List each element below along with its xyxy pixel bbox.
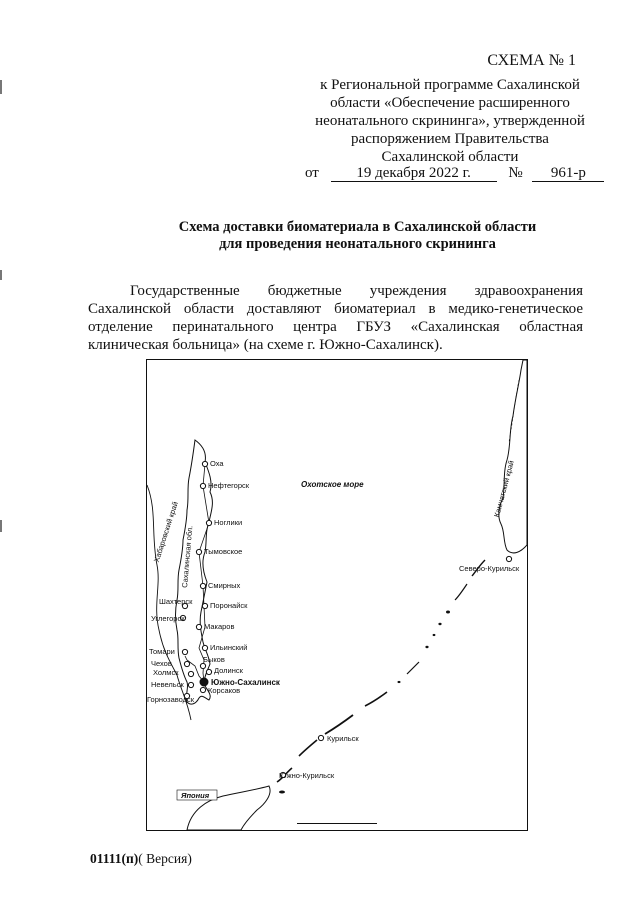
city-tymovskoe: Тымовское <box>204 547 243 556</box>
city-makarov: Макаров <box>204 622 235 631</box>
city-yuzhno-sakhalinsk: Южно-Сахалинск <box>211 678 280 687</box>
scan-mark <box>0 80 2 94</box>
footer-code: 01111(п) <box>90 851 139 866</box>
kamchatka-peninsula <box>499 360 527 553</box>
appendix-line: к Региональной программе Сахалинской <box>320 77 580 93</box>
city-ilyinsky: Ильинский <box>210 643 248 652</box>
city-bykov: Быков <box>203 655 225 664</box>
sea-label: Охотское море <box>301 480 364 489</box>
body-paragraph <box>88 282 583 354</box>
city-marker <box>188 671 193 676</box>
city-marker <box>202 603 207 608</box>
city-korsakov: Корсаков <box>208 686 241 695</box>
kuril-island <box>365 692 387 706</box>
kuril-island <box>407 662 419 674</box>
appendix-line: распоряжением Правительства <box>351 131 549 147</box>
city-poronaysk: Поронайск <box>210 601 248 610</box>
city-tomari: Томари <box>149 647 175 656</box>
city-marker <box>318 735 323 740</box>
city-marker <box>202 645 207 650</box>
khabarovsk-label: Хабаровский край <box>151 500 180 564</box>
kuril-island-iturup <box>325 715 353 734</box>
city-marker <box>188 682 193 687</box>
city-nogliki: Ноглики <box>214 518 243 527</box>
city-dolinsk: Долинск <box>214 666 243 675</box>
city-marker <box>184 661 189 666</box>
decree-date: 19 декабря 2022 г. <box>331 165 497 182</box>
city-marker <box>182 649 187 654</box>
footer-suffix: ( Версия) <box>138 851 192 866</box>
sakhalin-obl-label: Сахалинская обл. <box>180 525 195 589</box>
city-marker <box>200 483 205 488</box>
date-prefix: от <box>305 165 319 181</box>
city-marker <box>202 461 207 466</box>
city-neftegorsk: Нефтегорск <box>208 481 250 490</box>
city-kurilsk: Курильск <box>327 734 359 743</box>
kuril-island-shikotan <box>279 791 285 794</box>
city-okha: Оха <box>210 459 224 468</box>
appendix-title: СХЕМА № 1 <box>487 52 576 69</box>
scan-mark <box>0 520 2 532</box>
scan-mark <box>0 270 2 280</box>
kamchatka-label: Камчатский край <box>492 459 516 519</box>
kuril-island <box>446 611 450 614</box>
city-severo-kurilsk: Северо-Курильск <box>459 564 520 573</box>
appendix-line: области «Обеспечение расширенного <box>330 95 570 111</box>
appendix-line: Сахалинской области <box>381 149 519 165</box>
kuril-island <box>433 634 436 636</box>
city-marker <box>196 624 201 629</box>
map-svg <box>147 360 527 830</box>
heading-line: для проведения неонатального скрининга <box>219 236 496 252</box>
separator-line <box>297 823 377 824</box>
number-prefix: № <box>508 165 523 181</box>
appendix-block <box>300 52 600 166</box>
city-marker <box>506 556 511 561</box>
body-text: Государственные бюджетные учреждения здравоохранения Сахалинской области доставляют биоматериал в медико-генетическое отделение перинатального центра ГБУЗ «Сахалинская областная клиническая больница» (на схеме г. Южно-Сахалинск). <box>88 283 583 353</box>
city-marker <box>206 520 211 525</box>
document-heading <box>120 219 595 253</box>
city-yuzhno-kurilsk: Южно-Курильск <box>279 771 335 780</box>
city-uglegorsk: Углегорск <box>151 614 185 623</box>
city-smirnykh: Смирных <box>208 581 241 590</box>
city-marker <box>200 663 205 668</box>
heading-line: Схема доставки биоматериала в Сахалинской области <box>178 219 537 235</box>
city-chekhov: Чехов <box>151 659 172 668</box>
japan-label: Япония <box>181 791 210 800</box>
city-marker <box>206 669 211 674</box>
kuril-island <box>398 681 401 683</box>
kuril-island-urup <box>299 740 317 756</box>
delivery-map <box>146 359 528 831</box>
footer <box>90 851 192 867</box>
decree-number: 961-р <box>532 165 604 182</box>
city-marker <box>200 687 205 692</box>
kuril-island <box>438 623 441 625</box>
date-row <box>305 165 604 182</box>
kuril-island <box>455 584 467 600</box>
city-marker <box>200 583 205 588</box>
city-shakhtersk: Шахтерск <box>159 597 193 606</box>
city-gornozavodsk: Горнозаводск <box>147 695 195 704</box>
city-marker-center <box>200 678 208 686</box>
city-kholmsk: Холмск <box>153 668 179 677</box>
city-nevelsk: Невельск <box>151 680 184 689</box>
appendix-line: неонатального скрининга», утвержденной <box>315 113 585 129</box>
kuril-island <box>425 646 428 648</box>
city-marker <box>196 549 201 554</box>
